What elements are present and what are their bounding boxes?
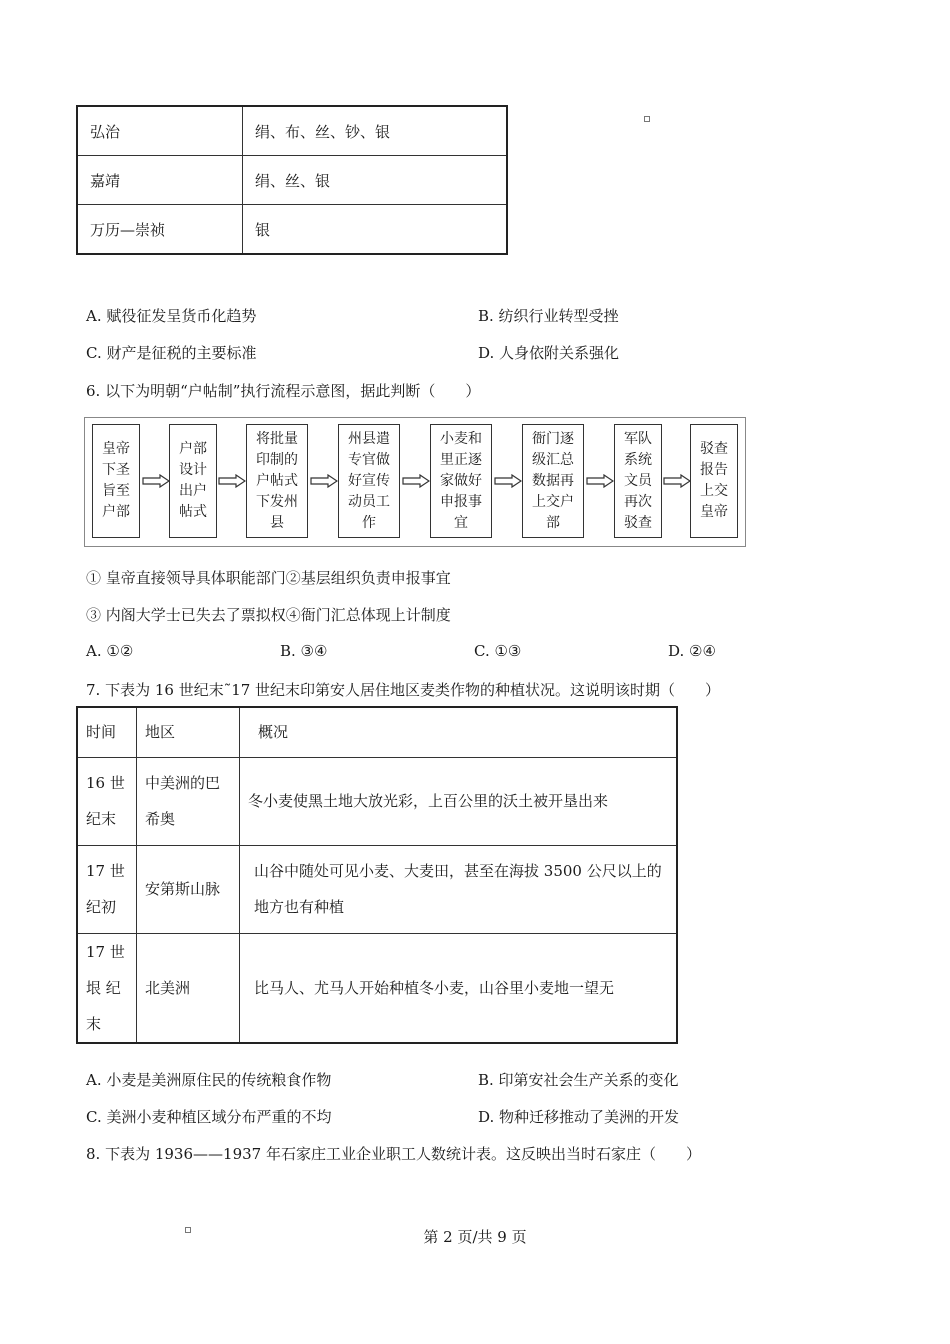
items-cell: 银 bbox=[243, 205, 508, 255]
table-header-row bbox=[77, 707, 677, 757]
q6-option-d: D. ②④ bbox=[668, 642, 716, 660]
items-cell: 绢、丝、银 bbox=[243, 156, 508, 205]
q5-option-b: B. 纺织行业转型受挫 bbox=[478, 307, 619, 325]
arrow-right-icon bbox=[402, 474, 430, 488]
decoration-square bbox=[644, 116, 650, 122]
wheat-table bbox=[76, 706, 678, 1044]
q6-stem: 6. 以下为明朝“户帖制”执行流程示意图，据此判断（ ） bbox=[86, 382, 481, 400]
overview-cell: 比马人、尤马人开始种植冬小麦，山谷里小麦地一望无 bbox=[240, 933, 678, 1043]
region-cell: 北美洲 bbox=[137, 933, 240, 1043]
flow-step: 将批量印制的户帖式下发州县 bbox=[246, 424, 308, 538]
q6-option-c: C. ①③ bbox=[474, 642, 522, 660]
time-cell: 16 世纪末 bbox=[77, 757, 137, 845]
period-cell: 万历—崇祯 bbox=[77, 205, 243, 255]
q7-stem: 7. 下表为 16 世纪末˜17 世纪末印第安人居住地区麦类作物的种植状况。这说明该时期（ ） bbox=[86, 681, 721, 699]
q6-statement-1: ① 皇帝直接领导具体职能部门②基层组织负责申报事宜 bbox=[86, 569, 451, 587]
flow-step: 衙门逐级汇总数据再上交户部 bbox=[522, 424, 584, 538]
flow-step: 皇帝下圣旨至户部 bbox=[92, 424, 140, 538]
table-row bbox=[77, 933, 677, 1043]
q7-option-c: C. 美洲小麦种植区域分布严重的不均 bbox=[86, 1108, 332, 1126]
header-region: 地区 bbox=[137, 707, 240, 757]
time-cell: 17 世纪初 bbox=[77, 845, 137, 933]
table-row bbox=[77, 106, 507, 156]
tax-table bbox=[76, 105, 508, 255]
flow-step: 户部设计出户帖式 bbox=[169, 424, 217, 538]
q5-option-c: C. 财产是征税的主要标准 bbox=[86, 344, 257, 362]
table-row bbox=[77, 757, 677, 845]
period-cell: 嘉靖 bbox=[77, 156, 243, 205]
page-footer: 第 2 页/共 9 页 bbox=[423, 1228, 527, 1246]
arrow-right-icon bbox=[310, 474, 338, 488]
overview-cell: 冬小麦使黑土地大放光彩，上百公里的沃土被开垦出来 bbox=[240, 757, 678, 845]
region-cell: 安第斯山脉 bbox=[137, 845, 240, 933]
q7-option-d: D. 物种迁移推动了美洲的开发 bbox=[478, 1108, 680, 1126]
arrow-right-icon bbox=[494, 474, 522, 488]
table-row bbox=[77, 205, 507, 255]
table-row bbox=[77, 845, 677, 933]
items-cell: 绢、布、丝、钞、银 bbox=[243, 106, 508, 156]
overview-cell: 山谷中随处可见小麦、大麦田，甚至在海拔 3500 公尺以上的地方也有种植 bbox=[240, 845, 678, 933]
header-overview: 概况 bbox=[240, 707, 678, 757]
q5-option-a: A. 赋役征发呈货币化趋势 bbox=[86, 307, 257, 325]
arrow-right-icon bbox=[663, 474, 691, 488]
arrow-right-icon bbox=[218, 474, 246, 488]
period-cell: 弘治 bbox=[77, 106, 243, 156]
region-cell: 中美洲的巴希奥 bbox=[137, 757, 240, 845]
flow-step: 军队系统文员再次驳查 bbox=[614, 424, 662, 538]
flow-diagram bbox=[84, 417, 746, 547]
table-row bbox=[77, 156, 507, 205]
q7-option-b: B. 印第安社会生产关系的变化 bbox=[478, 1071, 679, 1089]
arrow-right-icon bbox=[142, 474, 170, 488]
q5-option-d: D. 人身依附关系强化 bbox=[478, 344, 620, 362]
arrow-right-icon bbox=[586, 474, 614, 488]
time-cell: 17 世垠 纪末 bbox=[77, 933, 137, 1043]
q8-stem: 8. 下表为 1936——1937 年石家庄工业企业职工人数统计表。这反映出当时石家庄（ ） bbox=[86, 1145, 701, 1163]
q6-option-a: A. ①② bbox=[86, 642, 134, 660]
q7-option-a: A. 小麦是美洲原住民的传统粮食作物 bbox=[86, 1071, 332, 1089]
flow-step: 小麦和里正逐家做好申报事宜 bbox=[430, 424, 492, 538]
header-time: 时间 bbox=[77, 707, 137, 757]
q6-statement-2: ③ 内阁大学士已失去了票拟权④衙门汇总体现上计制度 bbox=[86, 606, 451, 624]
q6-option-b: B. ③④ bbox=[280, 642, 328, 660]
flow-step: 州县遣专官做好宣传动员工作 bbox=[338, 424, 400, 538]
flow-step: 驳查报告上交皇帝 bbox=[690, 424, 738, 538]
